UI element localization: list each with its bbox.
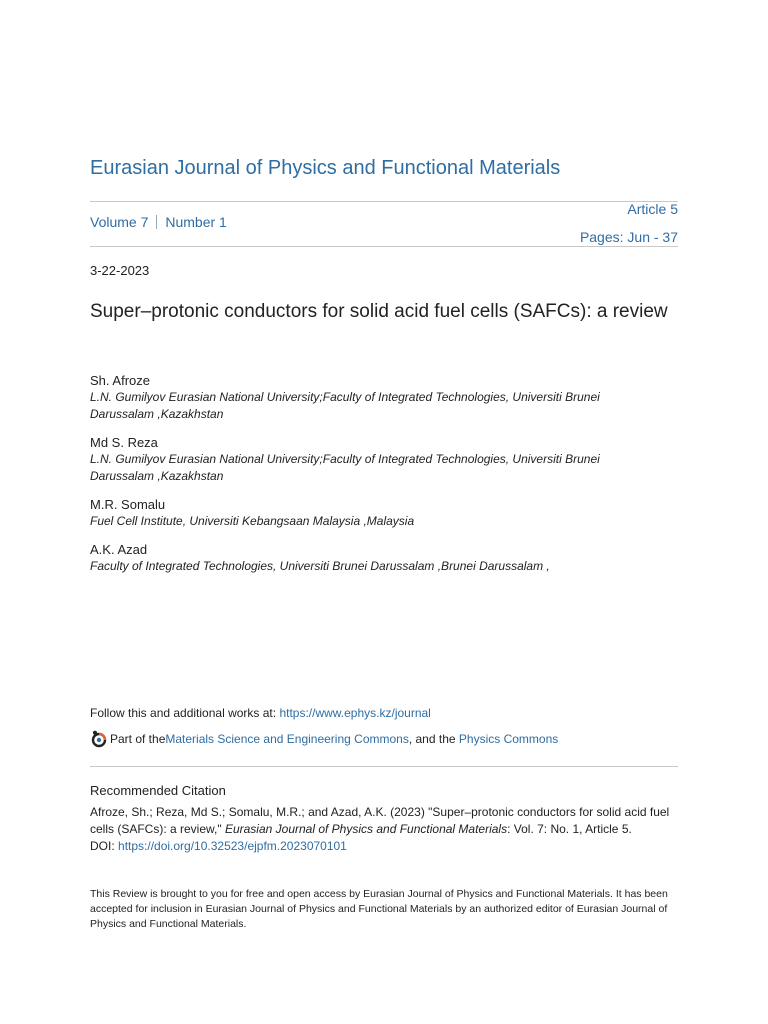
author-name: A.K. Azad xyxy=(90,542,148,557)
volume-separator xyxy=(156,215,157,229)
author-affiliation: Faculty of Integrated Technologies, Universiti Brunei Darussalam ,Brunei Darussalam , xyxy=(90,559,550,573)
follow-text: Follow this and additional works at: xyxy=(90,706,280,720)
journal-title-link[interactable]: Eurasian Journal of Physics and Functional Materials xyxy=(90,157,561,179)
paper-title: Super–protonic conductors for solid acid fuel cells (SAFCs): a review xyxy=(90,301,668,322)
author-name: Md S. Reza xyxy=(90,435,158,450)
pages-link[interactable]: Pages: Jun - 37 xyxy=(579,229,678,245)
author-name: M.R. Somalu xyxy=(90,497,166,512)
citation-body: Afroze, Sh.; Reza, Md S.; Somalu, M.R.; and Azad, A.K. (2023) "Super–protonic conductors for solid acid fuel cells (SAFCs): a review," xyxy=(90,805,670,836)
author-affiliation: Fuel Cell Institute, Universiti Kebangsaan Malaysia ,Malaysia xyxy=(90,514,415,528)
materials-commons-link[interactable]: Materials Science and Engineering Commons xyxy=(165,732,409,746)
author-entry xyxy=(90,372,650,423)
author-name: Sh. Afroze xyxy=(90,373,150,388)
doi-label: DOI: xyxy=(90,839,119,853)
header-top-rule xyxy=(90,201,678,202)
physics-commons-link[interactable]: Physics Commons xyxy=(458,732,559,746)
part-of-prefix: Part of the xyxy=(110,732,166,746)
author-entry xyxy=(90,496,650,530)
author-list xyxy=(90,372,650,586)
citation-text xyxy=(90,804,680,855)
author-affiliation: L.N. Gumilyov Eurasian National University;Faculty of Integrated Technologies, Universiti Brunei Darussalam ,Kazakhstan xyxy=(90,390,600,421)
author-entry xyxy=(90,434,650,485)
number-link[interactable]: Number 1 xyxy=(165,214,227,230)
doi-link[interactable]: https://doi.org/10.32523/ejpfm.2023070101 xyxy=(118,839,347,853)
part-of-middle: , and the xyxy=(408,732,459,746)
follow-line xyxy=(90,706,431,720)
volume-number-row xyxy=(90,214,227,230)
recommended-citation-heading: Recommended Citation xyxy=(90,783,226,798)
volume-link[interactable]: Volume 7 xyxy=(90,214,149,230)
header-bottom-rule xyxy=(90,246,678,247)
citation-journal: Eurasian Journal of Physics and Functional Materials xyxy=(224,822,508,836)
citation-volume: : Vol. 7: No. 1, Article 5. xyxy=(507,822,632,836)
author-entry xyxy=(90,541,650,575)
journal-url-link[interactable]: https://www.ephys.kz/journal xyxy=(279,706,431,720)
commons-network-icon xyxy=(90,730,108,748)
article-link[interactable]: Article 5 xyxy=(627,201,678,217)
open-access-note: This Review is brought to you for free and open access by Eurasian Journal of Physics and Functional Materials. It has been accepted for inclusion in Eurasian Journal of Physics and Functional Materials by an authorized editor of Eurasian Journal of Physics and Functional Materials. xyxy=(90,888,668,930)
publication-date: 3-22-2023 xyxy=(90,263,150,278)
author-affiliation: L.N. Gumilyov Eurasian National University;Faculty of Integrated Technologies, Universiti Brunei Darussalam ,Kazakhstan xyxy=(90,452,600,483)
citation-rule xyxy=(90,766,678,767)
part-of-line xyxy=(90,730,558,748)
